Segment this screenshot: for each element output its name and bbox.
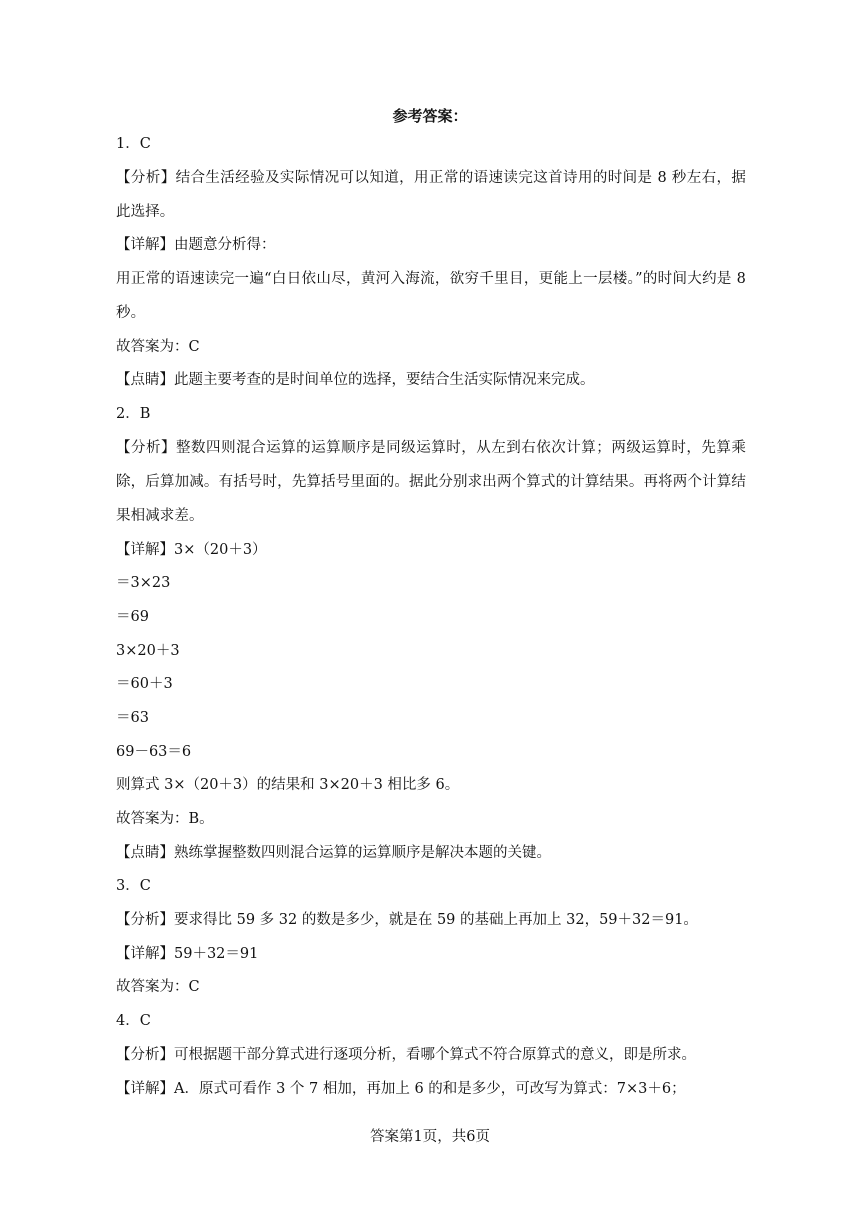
answer-line: ＝3×23 [116,575,171,592]
answer-paragraph: 【分析】结合生活经验及实际情况可以知道，用正常的语速读完这首诗用的时间是 8 秒左右，据此选择。 [116,169,746,220]
answer-paragraph: 【分析】整数四则混合运算的运算顺序是同级运算时，从左到右依次计算；两级运算时，先算乘除，后算加减。有括号时，先算括号里面的。据此分别求出两个算式的计算结果。再将两个计算结果相减求差。 [116,439,746,524]
answer-line: 【详解】3×（20＋3） [116,541,267,558]
answer-paragraph: 用正常的语速读完一遍“白日依山尽，黄河入海流，欲穷千里目，更能上一层楼。”的时间大约是 8 秒。 [116,271,746,322]
answer-line: 【详解】由题意分析得： [116,237,276,254]
answer-line: 则算式 3×（20＋3）的结果和 3×20＋3 相比多 6。 [116,777,460,794]
answer-line: 故答案为：C [116,979,200,996]
answer-line: 69－63＝6 [116,743,192,760]
answer-content [116,134,746,1112]
answer-line: ＝69 [116,608,149,625]
page-footer: 答案第1页，共6页 [370,1129,490,1145]
answer-line: ＝60＋3 [116,676,173,693]
answer-line: 【分析】可根据题干部分算式进行逐项分析，看哪个算式不符合原算式的意义，即是所求。 [116,1046,696,1063]
answer-line: 4．C [116,1013,151,1030]
answer-line: ＝63 [116,709,149,726]
answer-line: 【详解】A．原式可看作 3 个 7 相加，再加上 6 的和是多少，可改写为算式：7×3＋6； [116,1080,686,1097]
answer-line: 【分析】要求得比 59 多 32 的数是多少，就是在 59 的基础上再加上 32，59＋32＝91。 [116,912,698,929]
answer-line: 故答案为：B。 [116,811,214,827]
answer-line: 【点睛】此题主要考查的是时间单位的选择，要结合生活实际情况来完成。 [116,372,595,389]
answer-line: 【详解】59＋32＝91 [116,945,259,962]
answer-line: 3．C [116,878,151,895]
page-title: 参考答案： [392,107,468,125]
answer-line: 1．C [116,136,151,152]
answer-line: 2．B [116,406,151,423]
answer-line: 3×20＋3 [116,642,180,659]
answer-line: 故答案为：C [116,338,200,355]
answer-line: 【点睛】熟练掌握整数四则混合运算的运算顺序是解决本题的关键。 [116,844,551,861]
